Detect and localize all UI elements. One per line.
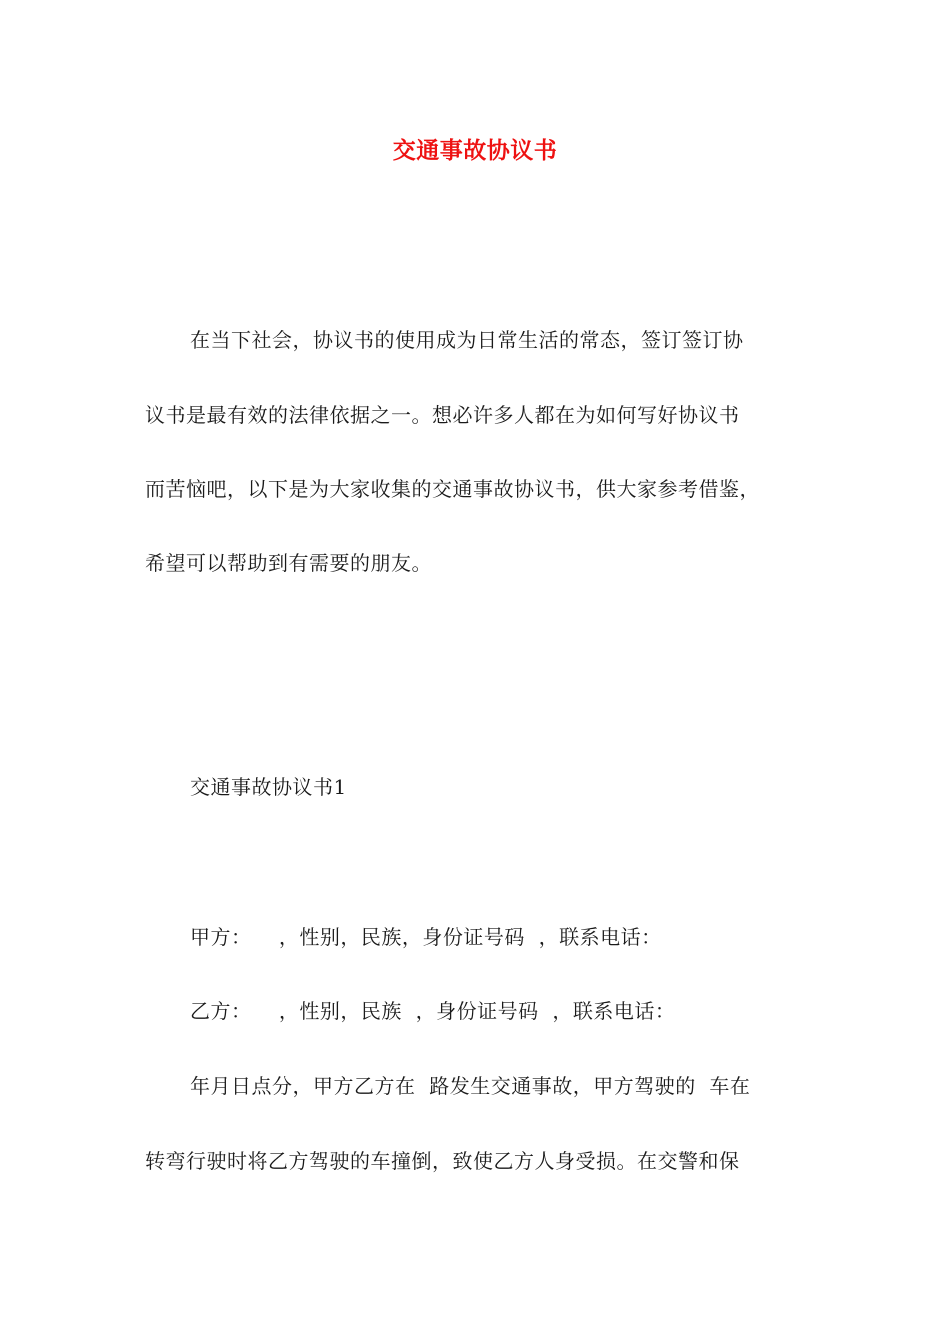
party-a-line: 甲方： ，性别，民族，身份证号码 ，联系电话： — [190, 925, 662, 949]
intro-line-3: 而苦恼吧，以下是为大家收集的交通事故协议书，供大家参考借鉴， — [145, 477, 760, 501]
body-line-2: 转弯行驶时将乙方驾驶的车撞倒，致使乙方人身受损。在交警和保 — [145, 1149, 740, 1173]
intro-line-1: 在当下社会，协议书的使用成为日常生活的常态，签订签订协 — [190, 328, 744, 352]
body-line-1: 年月日点分，甲方乙方在 路发生交通事故，甲方驾驶的 车在 — [190, 1074, 751, 1098]
intro-line-2: 议书是最有效的法律依据之一。想必许多人都在为如何写好协议书 — [145, 403, 740, 427]
intro-line-4: 希望可以帮助到有需要的朋友。 — [145, 551, 432, 575]
party-b-line: 乙方： ，性别，民族 ，身份证号码 ，联系电话： — [190, 999, 676, 1023]
section-heading: 交通事故协议书1 — [190, 775, 347, 799]
document-title: 交通事故协议书 — [392, 137, 558, 164]
